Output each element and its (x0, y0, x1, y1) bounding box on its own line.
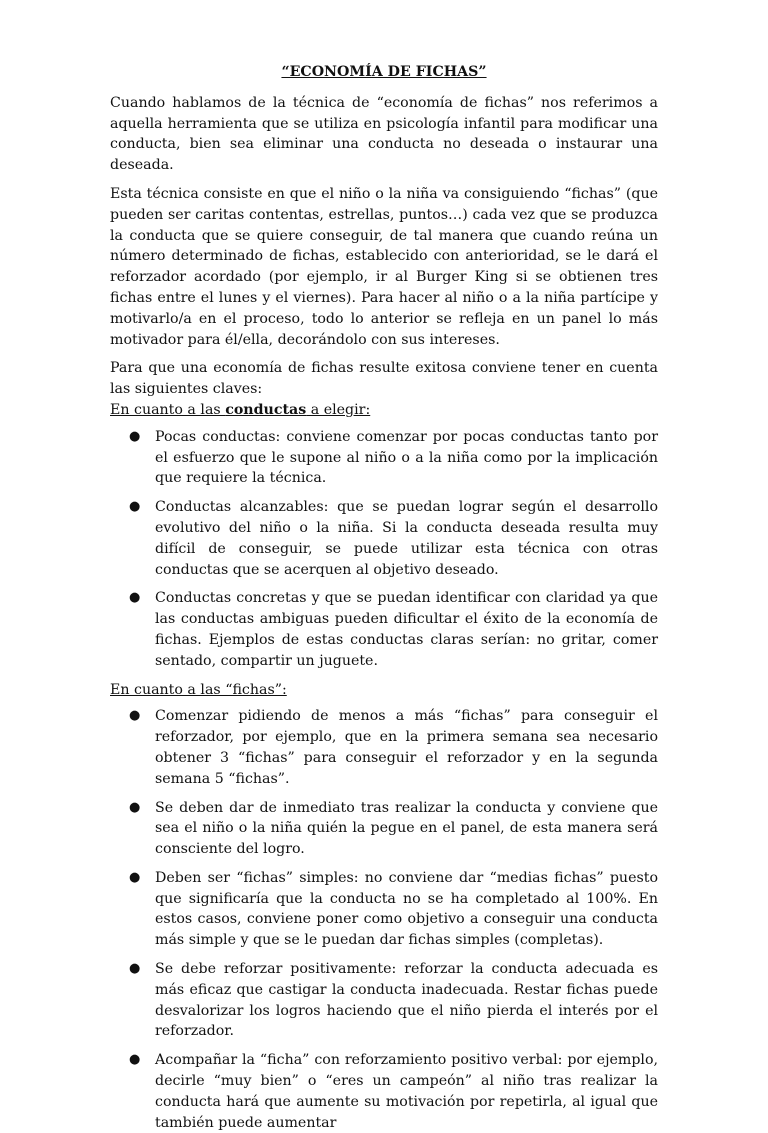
bullet-icon: ● (129, 799, 141, 815)
list-item-text: Se debe reforzar positivamente: reforzar la conducta adecuada es más eficaz que castigar la conducta inadecuada. Restar fichas puede desvalorizar los logros haciendo que el niño pierda el interés por el reforzador. (155, 961, 658, 1040)
list-item (110, 959, 658, 1042)
list-item-text: Conductas alcanzables: que se puedan lograr según el desarrollo evolutivo del niño o la niña. Si la conducta deseada resulta muy difícil de conseguir, se puede utilizar esta técnica con otras conductas que se acerquen al objetivo deseado. (155, 499, 658, 578)
bullet-icon: ● (129, 499, 141, 515)
list-item-text: Conductas concretas y que se puedan identificar con claridad ya que las conductas ambiguas pueden dificultar el éxito de la economía de fichas. Ejemplos de estas conductas claras serían: no gritar, comer sentado, compartir un juguete. (155, 590, 658, 669)
bullet-icon: ● (129, 428, 141, 444)
section-heading-prefix: En cuanto a las (110, 401, 226, 418)
list-item (110, 427, 658, 489)
bullet-icon: ● (129, 590, 141, 606)
list-item (110, 1050, 658, 1133)
list-item-text: Se deben dar de inmediato tras realizar la conducta y conviene que sea el niño o la niña quién la pegue en el panel, de esta manera será consciente del logro. (155, 799, 658, 858)
document-title: “ECONOMÍA DE FICHAS” (281, 64, 487, 80)
section-heading-conductas (110, 400, 658, 421)
section-heading-fichas: En cuanto a las “fichas”: (110, 681, 287, 698)
bullet-icon: ● (129, 961, 141, 977)
list-item-text: Comenzar pidiendo de menos a más “fichas” para conseguir el reforzador, por ejemplo, que en la primera semana sea necesario obtener 3 “fichas” para conseguir el reforzador y en la segunda semana 5 “fichas”. (155, 708, 658, 787)
fichas-list (110, 706, 658, 1133)
bullet-icon: ● (129, 1052, 141, 1068)
paragraph-intro: Cuando hablamos de la técnica de “economía de fichas” nos referimos a aquella herramienta que se utiliza en psicología infantil para modificar una conducta, bien sea eliminar una conducta no deseada o instaurar una deseada. (110, 94, 658, 174)
section-heading-bold: conductas (225, 401, 307, 418)
list-item (110, 798, 658, 860)
bullet-icon: ● (129, 869, 141, 885)
bullet-icon: ● (129, 708, 141, 724)
conductas-list (110, 427, 658, 672)
list-item (110, 868, 658, 951)
section-heading-suffix: a elegir: (306, 401, 371, 418)
list-item (110, 588, 658, 671)
list-item-text: Pocas conductas: conviene comenzar por pocas conductas tanto por el esfuerzo que le supone al niño o a la niña como por la implicación que requiere la técnica. (155, 428, 658, 487)
paragraph-keys: Para que una economía de fichas resulte exitosa conviene tener en cuenta las siguientes claves: (110, 360, 658, 398)
list-item (110, 497, 658, 580)
list-item-text: Deben ser “fichas” simples: no conviene dar “medias fichas” puesto que significaría que la conducta no se ha completado al 100%. En estos casos, conviene poner como objetivo a conseguir una conducta más simple y que se le puedan dar fichas simples (completas). (155, 869, 658, 949)
paragraph-technique: Esta técnica consiste en que el niño o la niña va consiguiendo “fichas” (que pueden ser caritas contentas, estrellas, puntos…) cada vez que se produzca la conducta que se quiere conseguir, de tal manera que cuando reúna un número determinado de fichas, establecido con anterioridad, se le dará el reforzador acordado (por ejemplo, ir al Burger King si se obtienen tres fichas entre el lunes y el viernes). Para hacer al niño o a la niña partícipe y motivarlo/a en el proceso, todo lo anterior se refleja en un panel lo más motivador para él/ella, decorándolo con sus intereses. (110, 185, 658, 348)
list-item-text: Acompañar la “ficha” con reforzamiento positivo verbal: por ejemplo, decirle “muy bien” o “eres un campeón” al niño tras realizar la conducta hará que aumente su motivación por repetirla, al igual que también puede aumentar (155, 1052, 658, 1131)
list-item (110, 706, 658, 789)
